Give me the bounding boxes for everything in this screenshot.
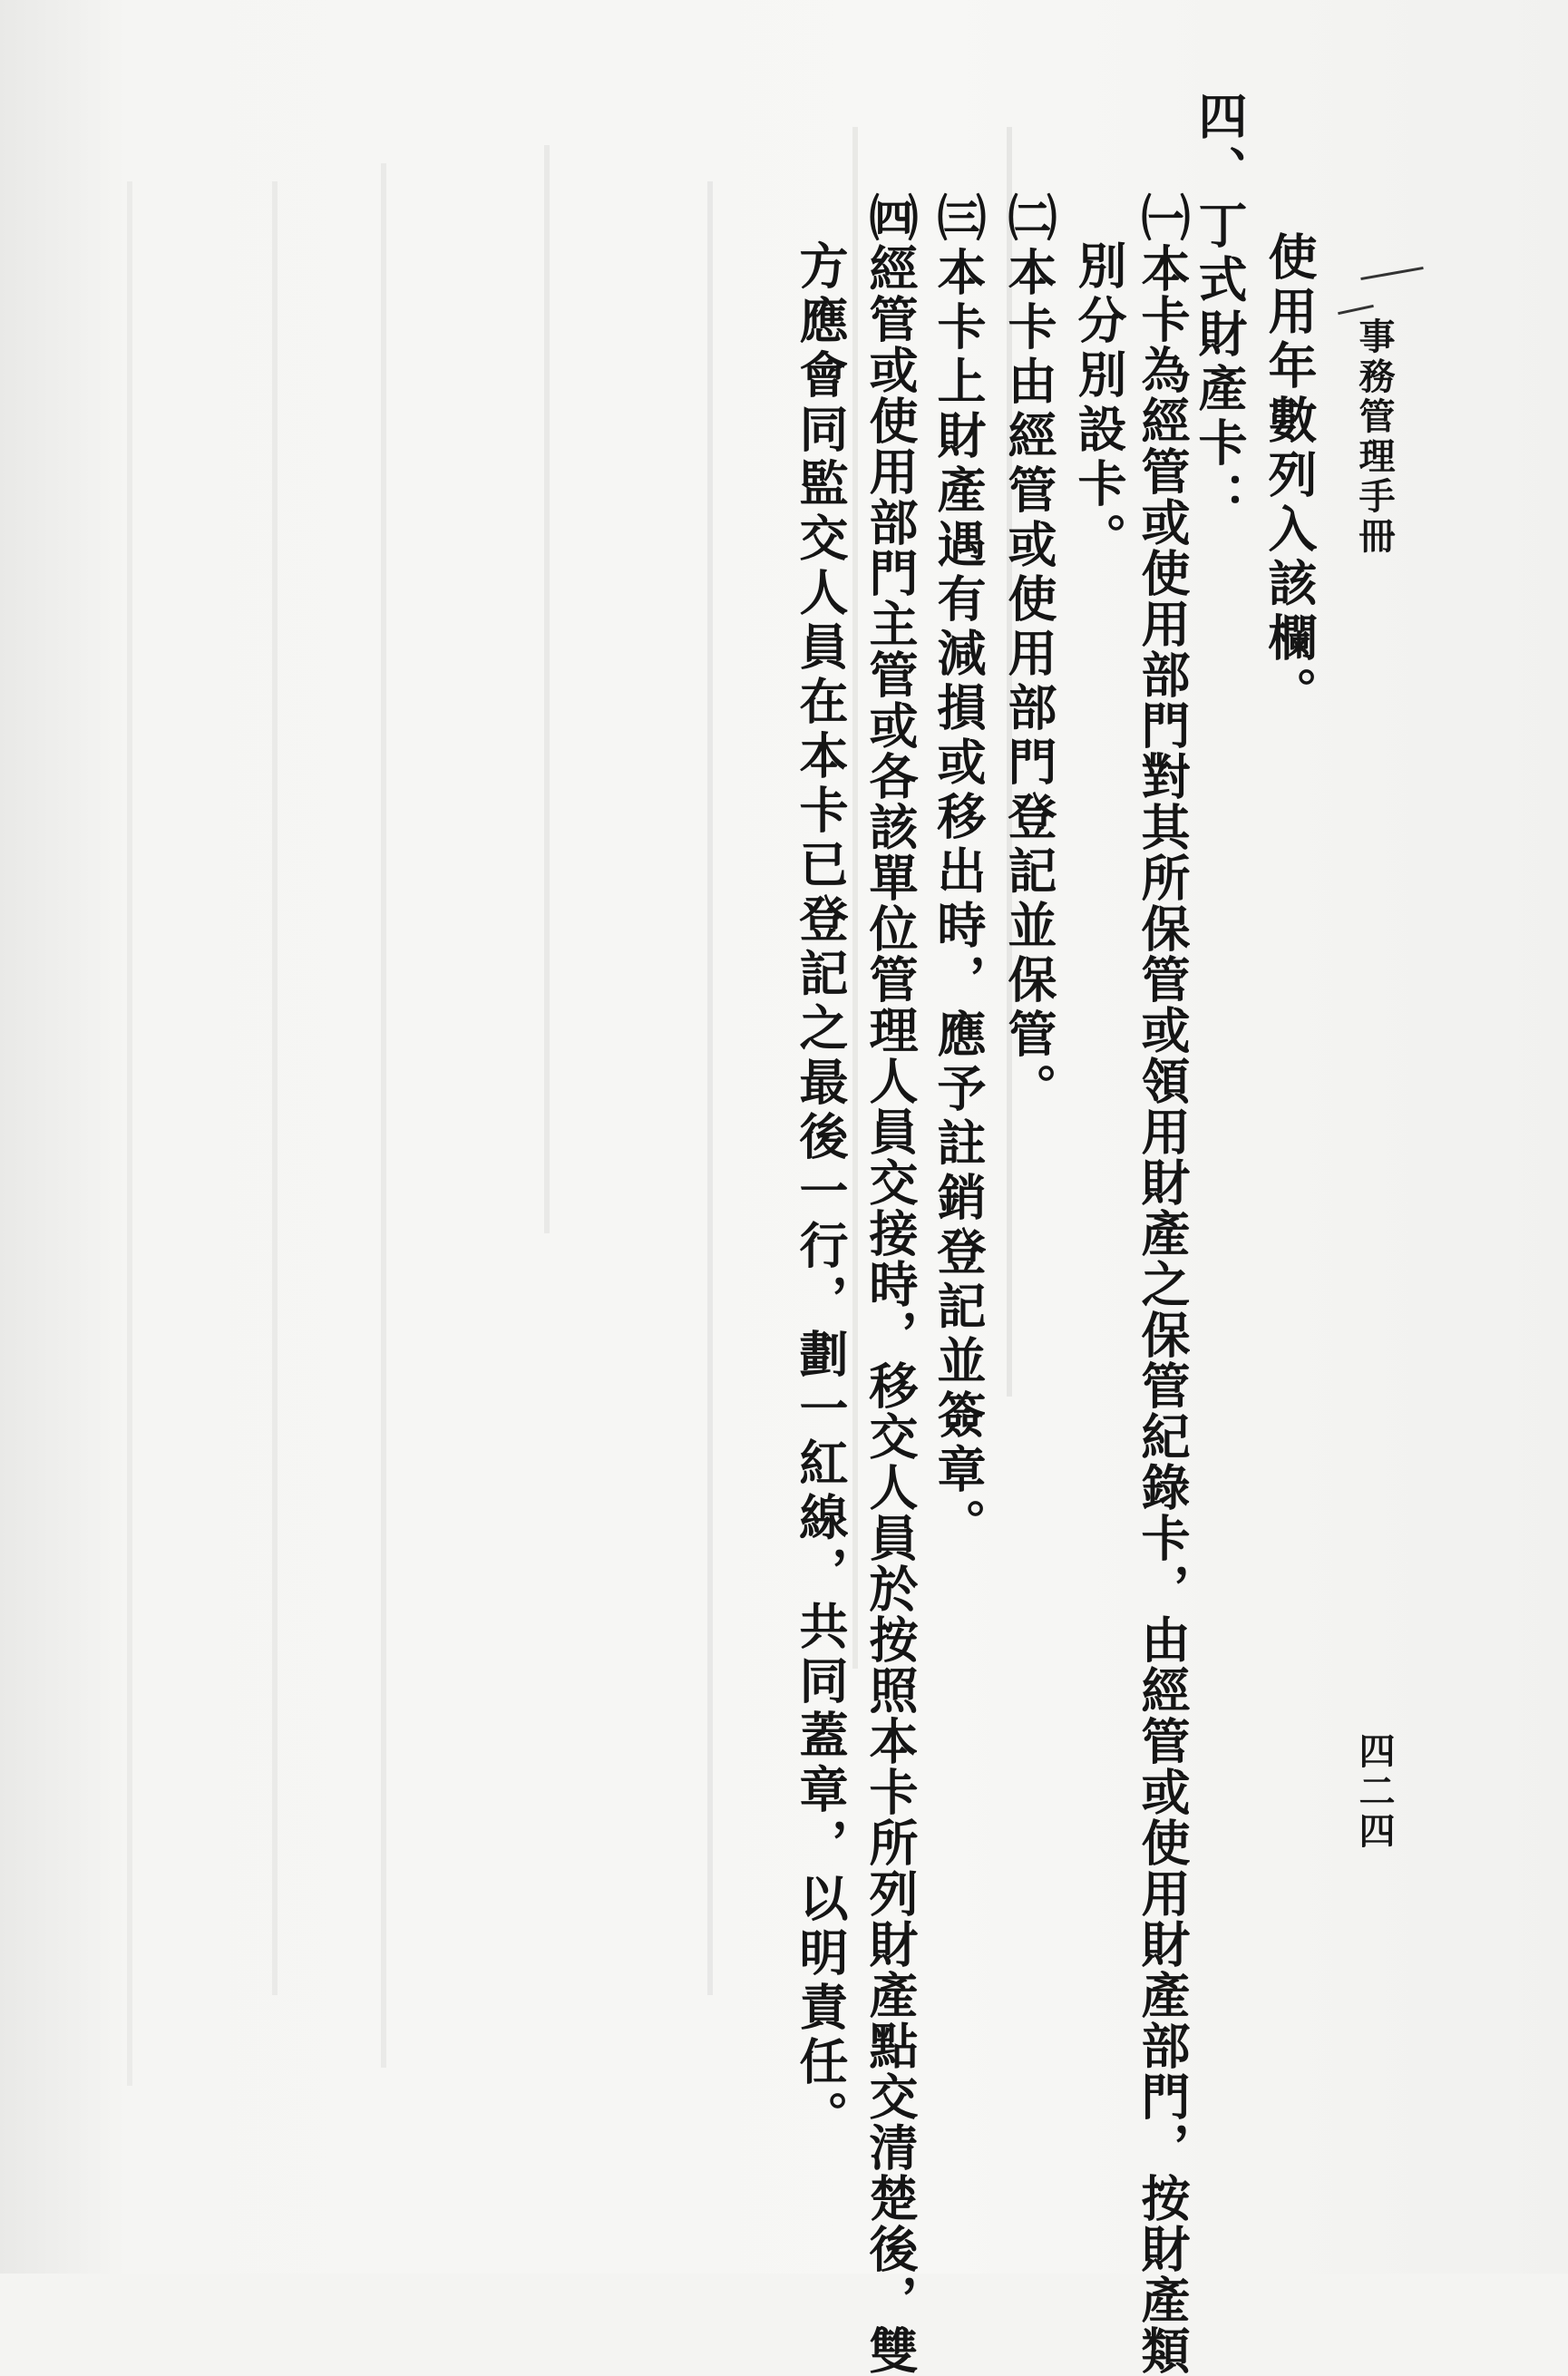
- bleed-through-column: [127, 181, 132, 2086]
- item-3: ㈢本卡上財產遇有減損或移出時，應予註銷登記並簽章。: [930, 192, 988, 1553]
- section-title: 四、丁式財產卡：: [1191, 91, 1249, 526]
- item-4-line-2: 方應會同監交人員在本卡已登記之最後一行，劃一紅線，共同蓋章，以明責任。: [792, 240, 850, 2145]
- page-number: 四二四: [1353, 1732, 1396, 1852]
- pen-mark: [1338, 305, 1374, 315]
- item-2: ㈡本卡由經管或使用部門登記並保管。: [1000, 192, 1058, 1117]
- bleed-through-column: [544, 145, 550, 1233]
- pen-mark: [1360, 267, 1423, 280]
- continuation-line: 使用年數列入該欄。: [1261, 231, 1319, 721]
- item-1-line-2: 別分別設卡。: [1070, 240, 1128, 567]
- item-1-line-1: ㈠本卡為經管或使用部門對其所保管或領用財產之保管紀錄卡，由經管或使用財產部門，按財產類: [1134, 192, 1192, 2376]
- item-4-line-1: ㈣經管或使用部門主管或各該單位管理人員交接時，移交人員於按照本卡所列財產點交清楚後，雙: [862, 192, 920, 2376]
- running-header-title: 事務管理手冊: [1353, 317, 1396, 557]
- bleed-through-column: [272, 181, 278, 1995]
- bleed-through-column: [707, 181, 713, 1995]
- bleed-through-column: [381, 163, 386, 2068]
- bleed-through-column: [852, 127, 858, 1669]
